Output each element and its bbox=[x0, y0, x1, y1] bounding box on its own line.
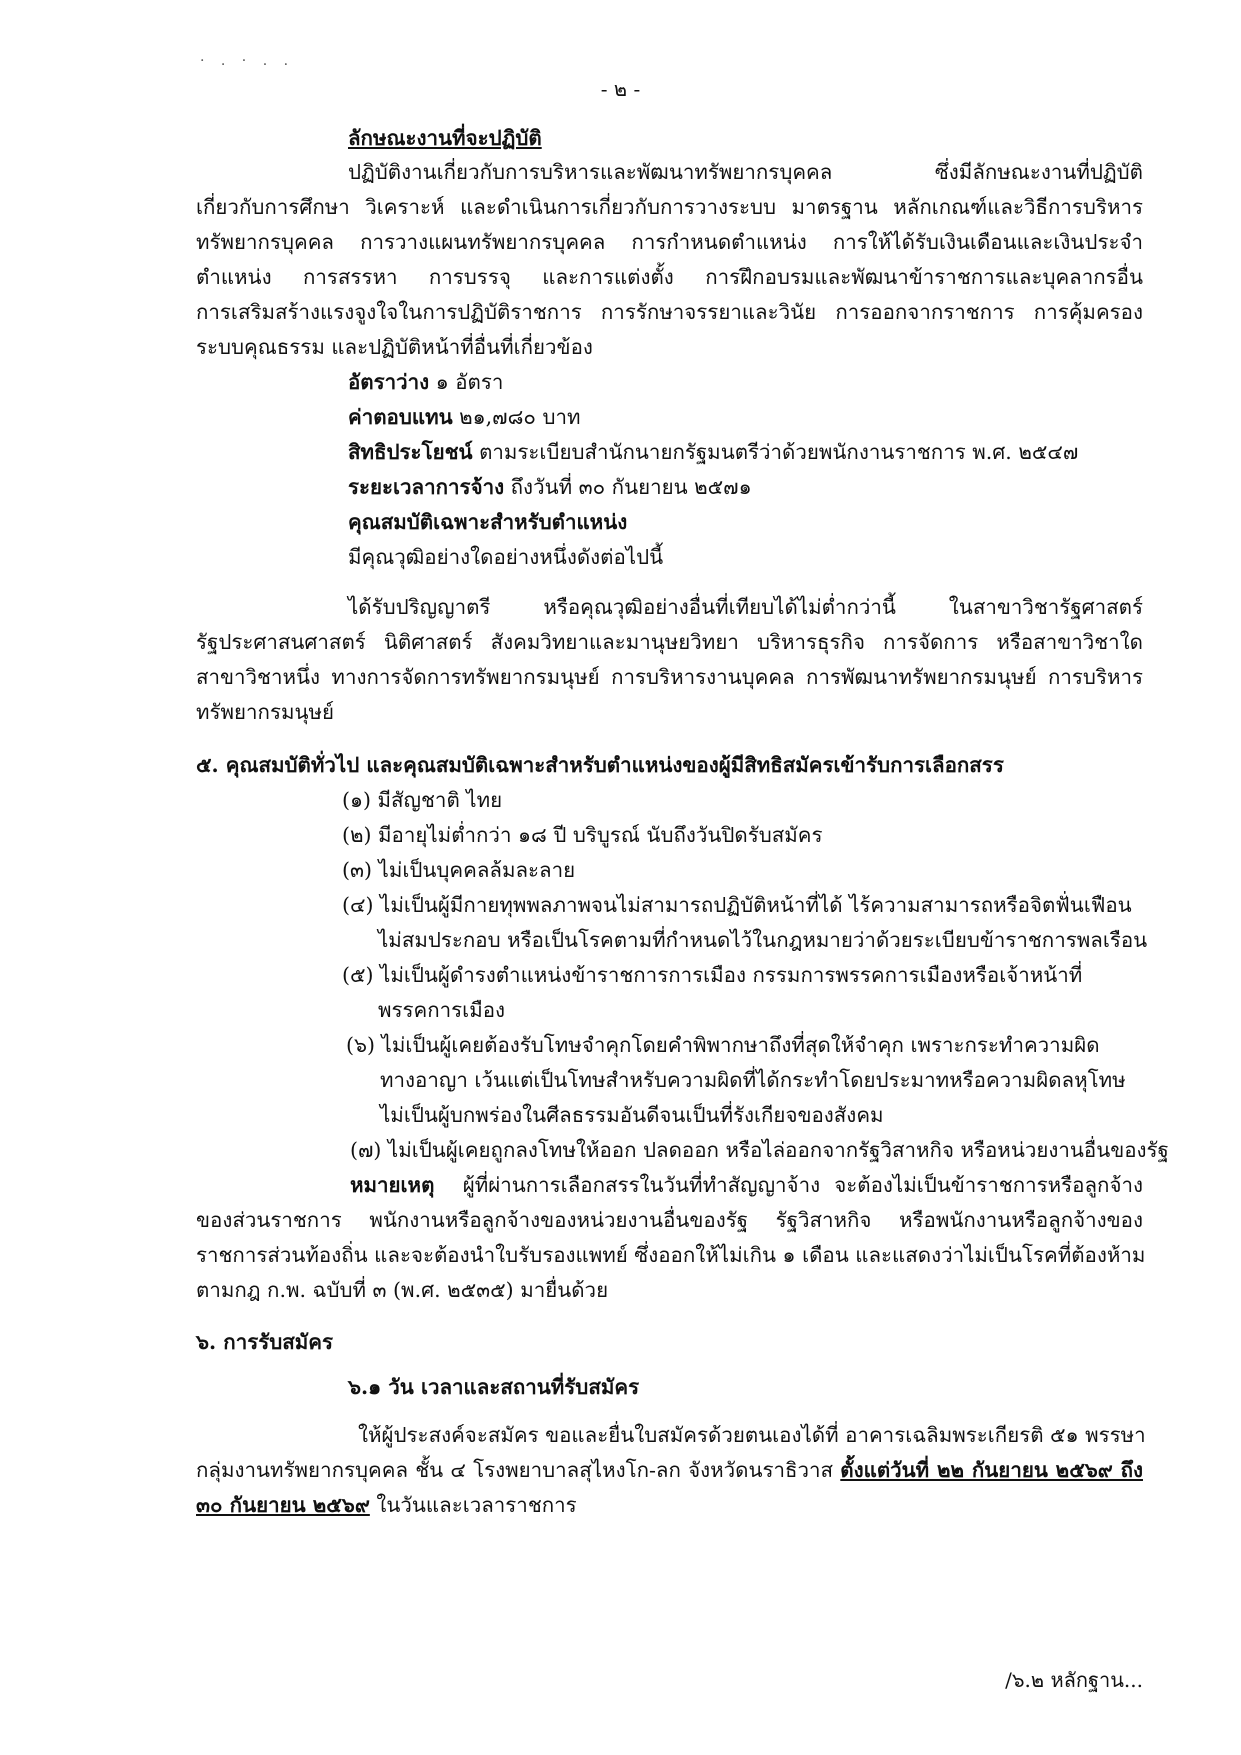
page-number: - ๒ - bbox=[600, 77, 641, 101]
section5-item-cont: พรรคการเมือง bbox=[378, 998, 506, 1022]
section5-item: (๕) ไม่เป็นผู้ดำรงตำแหน่งข้าราชการการเมือง กรรมการพรรคการเมืองหรือเจ้าหน้าที่ bbox=[342, 963, 1083, 987]
job-nature-line: ทรัพยากรบุคคล การวางแผนทรัพยากรบุคคล การกำหนดตำแหน่ง การให้ได้รับเงินเดือนและเงินประจำ bbox=[196, 230, 1143, 254]
section6-sub-heading: ๖.๑ วัน เวลาและสถานที่รับสมัคร bbox=[348, 1375, 640, 1399]
specific-qualifications-intro: มีคุณวุฒิอย่างใดอย่างหนึ่งดังต่อไปนี้ bbox=[348, 545, 664, 569]
benefits-value: ตามระเบียบสำนักนายกรัฐมนตรีว่าด้วยพนักงานราชการ พ.ศ. ๒๕๔๗ bbox=[479, 440, 1079, 464]
vacancy-label: อัตราว่าง bbox=[348, 370, 430, 394]
note-label: หมายเหตุ bbox=[350, 1173, 435, 1197]
section6-line2-plain: กลุ่มงานทรัพยากรบุคคล ชั้น ๔ โรงพยาบาลสุไหงโก-ลก จังหวัดนราธิวาส bbox=[196, 1458, 834, 1482]
section6-heading: ๖. การรับสมัคร bbox=[196, 1330, 333, 1354]
period-value: ถึงวันที่ ๓๐ กันยายน ๒๕๗๑ bbox=[510, 475, 752, 499]
section5-item: (๖) ไม่เป็นผู้เคยต้องรับโทษจำคุกโดยคำพิพากษาถึงที่สุดให้จำคุก เพราะกระทำความผิด bbox=[346, 1033, 1100, 1057]
note-line: ตามกฎ ก.พ. ฉบับที่ ๓ (พ.ศ. ๒๕๓๕) มายื่นด้วย bbox=[196, 1278, 609, 1302]
section6-line3-plain: ในวันและเวลาราชการ bbox=[376, 1493, 577, 1517]
salary-value: ๒๑,๗๘๐ บาท bbox=[459, 405, 581, 429]
benefits-label: สิทธิประโยชน์ bbox=[348, 440, 473, 464]
job-nature-line: การเสริมสร้างแรงจูงใจในการปฏิบัติราชการ การรักษาจรรยาและวินัย การออกจากราชการ การคุ้มครอง bbox=[196, 300, 1143, 324]
period-row bbox=[348, 470, 752, 505]
job-nature-line: ตำแหน่ง การสรรหา การบรรจุ และการแต่งตั้ง การฝึกอบรมและพัฒนาข้าราชการและบุคลากรอื่น bbox=[196, 265, 1143, 289]
section5-heading: ๕. คุณสมบัติทั่วไป และคุณสมบัติเฉพาะสำหรับตำแหน่งของผู้มีสิทธิสมัครเข้ารับการเลือกสรร bbox=[196, 753, 1004, 777]
section6-line: ให้ผู้ประสงค์จะสมัคร ขอและยื่นใบสมัครด้วยตนเองได้ที่ อาคารเฉลิมพระเกียรติ ๕๑ พรรษา bbox=[358, 1423, 1146, 1447]
scan-speckles: · . · . . bbox=[200, 53, 295, 69]
period-label: ระยะเวลาการจ้าง bbox=[348, 475, 505, 499]
section5-item: (๔) ไม่เป็นผู้มีกายทุพพลภาพจนไม่สามารถปฏิบัติหน้าที่ได้ ไร้ความสามารถหรือจิตฟั่นเฟือน bbox=[342, 893, 1132, 917]
section6-line bbox=[196, 1488, 577, 1523]
section5-item: (๑) มีสัญชาติ ไทย bbox=[342, 788, 503, 812]
job-nature-line: ปฏิบัติงานเกี่ยวกับการบริหารและพัฒนาทรัพยากรบุคคล ซึ่งมีลักษณะงานที่ปฏิบัติ bbox=[348, 160, 1143, 184]
section6-line bbox=[196, 1453, 1143, 1488]
job-nature-heading: ลักษณะงานที่จะปฏิบัติ bbox=[348, 126, 542, 150]
specific-qualifications-heading: คุณสมบัติเฉพาะสำหรับตำแหน่ง bbox=[348, 510, 628, 534]
qualification-line: รัฐประศาสนศาสตร์ นิติศาสตร์ สังคมวิทยาและมานุษยวิทยา บริหารธุรกิจ การจัดการ หรือสาขาวิชาใด bbox=[196, 630, 1143, 654]
section5-item: (๒) มีอายุไม่ต่ำกว่า ๑๘ ปี บริบูรณ์ นับถึงวันปิดรับสมัคร bbox=[342, 823, 823, 847]
note-text: ผู้ที่ผ่านการเลือกสรรในวันที่ทำสัญญาจ้าง จะต้องไม่เป็นข้าราชการหรือลูกจ้าง bbox=[462, 1173, 1143, 1197]
note-line-first bbox=[350, 1168, 1143, 1203]
application-period-start: ตั้งแต่วันที่ ๒๒ กันยายน ๒๕๖๙ ถึง bbox=[840, 1458, 1143, 1482]
job-nature-line: ระบบคุณธรรม และปฏิบัติหน้าที่อื่นที่เกี่ยวข้อง bbox=[196, 335, 593, 359]
section5-item-cont: ไม่เป็นผู้บกพร่องในศีลธรรมอันดีจนเป็นที่รังเกียจของสังคม bbox=[380, 1103, 884, 1127]
note-line: ของส่วนราชการ พนักงานหรือลูกจ้างของหน่วยงานอื่นของรัฐ รัฐวิสาหกิจ หรือพนักงานหรือลูกจ้างของ bbox=[196, 1208, 1143, 1232]
next-page-reference: /๖.๒ หลักฐาน... bbox=[1005, 1668, 1143, 1692]
benefits-row bbox=[348, 435, 1078, 470]
qualification-line: ทรัพยากรมนุษย์ bbox=[196, 700, 335, 724]
salary-label: ค่าตอบแทน bbox=[348, 405, 453, 429]
salary-row bbox=[348, 400, 580, 435]
section5-item-cont: ไม่สมประกอบ หรือเป็นโรคตามที่กำหนดไว้ในกฎหมายว่าด้วยระเบียบข้าราชการพลเรือน bbox=[378, 928, 1148, 952]
note-line: ราชการส่วนท้องถิ่น และจะต้องนำใบรับรองแพทย์ ซึ่งออกให้ไม่เกิน ๑ เดือน และแสดงว่าไม่เป็นโรคที่ต้องห้าม bbox=[196, 1243, 1146, 1267]
job-nature-line: เกี่ยวกับการศึกษา วิเคราะห์ และดำเนินการเกี่ยวกับการวางระบบ มาตรฐาน หลักเกณฑ์และวิธีการบริหาร bbox=[196, 195, 1143, 219]
application-period-end: ๓๐ กันยายน ๒๕๖๙ bbox=[196, 1493, 370, 1517]
section5-item: (๓) ไม่เป็นบุคคลล้มละลาย bbox=[342, 858, 576, 882]
vacancy-row bbox=[348, 365, 503, 400]
vacancy-value: ๑ อัตรา bbox=[435, 370, 504, 394]
qualification-line: ได้รับปริญญาตรี หรือคุณวุฒิอย่างอื่นที่เทียบได้ไม่ต่ำกว่านี้ ในสาขาวิชารัฐศาสตร์ bbox=[348, 595, 1143, 619]
qualification-line: สาขาวิชาหนึ่ง ทางการจัดการทรัพยากรมนุษย์ การบริหารงานบุคคล การพัฒนาทรัพยากรมนุษย์ การบริหาร bbox=[196, 665, 1143, 689]
section5-item-cont: ทางอาญา เว้นแต่เป็นโทษสำหรับความผิดที่ได้กระทำโดยประมาทหรือความผิดลหุโทษ bbox=[380, 1068, 1126, 1092]
section5-item: (๗) ไม่เป็นผู้เคยถูกลงโทษให้ออก ปลดออก หรือไล่ออกจากรัฐวิสาหกิจ หรือหน่วยงานอื่นของรัฐ bbox=[350, 1138, 1169, 1162]
